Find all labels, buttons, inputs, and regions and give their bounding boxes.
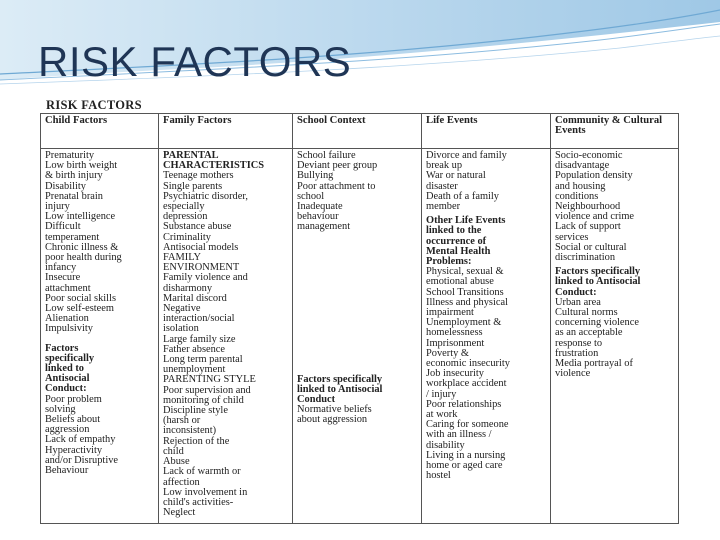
text-line: Marital discord <box>163 292 227 304</box>
text-line: especially <box>163 201 205 213</box>
text-block <box>426 151 546 212</box>
header-child-factors: Child Factors <box>41 114 159 149</box>
text-line: conditions <box>555 190 599 202</box>
text-line: Long term parental <box>163 354 243 366</box>
text-line: Physical, sexual & <box>426 266 504 278</box>
text-line: concerning violence <box>555 317 639 329</box>
text-line: poor health during <box>45 252 122 264</box>
text-line: disharmony <box>163 282 213 294</box>
text-line: Hyperactivity <box>45 444 103 456</box>
text-line: and housing <box>555 180 606 192</box>
text-line: Family violence and <box>163 272 248 284</box>
text-line: violence and crime <box>555 211 635 223</box>
text-line: Inadequate <box>297 201 343 213</box>
text-line: economic insecurity <box>426 358 510 370</box>
text-line: homelessness <box>426 327 483 339</box>
text-line: Living in a nursing <box>426 449 506 461</box>
text-block <box>297 405 417 425</box>
text-block <box>555 267 674 298</box>
text-line: Disability <box>45 180 86 192</box>
text-line: aggression <box>45 424 90 436</box>
table-header-row <box>41 114 679 149</box>
text-line: Beliefs about <box>45 414 101 426</box>
text-line: Criminality <box>163 231 211 243</box>
text-line: Death of a family <box>426 190 499 202</box>
text-line: disadvantage <box>555 160 610 172</box>
text-line: child <box>163 445 184 457</box>
text-line: violence <box>555 368 591 380</box>
parenting-style-heading: PARENTING STYLE <box>163 374 256 386</box>
text-line: Low intelligence <box>45 211 116 223</box>
text-line: behaviour <box>297 211 339 223</box>
text-line: Abuse <box>163 456 190 468</box>
text-line: inconsistent) <box>163 425 217 437</box>
text-block <box>426 216 546 267</box>
text-line: Poor relationships <box>426 398 502 410</box>
text-line: Substance abuse <box>163 221 232 233</box>
header-family-factors: Family Factors <box>159 114 293 149</box>
text-line: disaster <box>426 180 458 192</box>
text-line: Conduct <box>297 394 336 406</box>
text-line: Problems: <box>426 256 472 268</box>
text-line: Urban area <box>555 296 601 308</box>
text-line: Population density <box>555 170 633 182</box>
text-line: Factors specifically <box>555 266 641 278</box>
family-factors-cell <box>159 149 293 524</box>
text-line: Low birth weight <box>45 160 118 172</box>
text-line: Conduct: <box>555 286 597 298</box>
text-line: about aggression <box>297 414 368 426</box>
text-line: Antisocial models <box>163 241 239 253</box>
text-line: linked to Antisocial <box>555 276 641 288</box>
text-line: injury <box>45 201 70 213</box>
text-line: Alienation <box>45 313 89 325</box>
text-line: PARENTAL <box>163 150 219 161</box>
text-line: Chronic illness & <box>45 241 119 253</box>
header-life-events: Life Events <box>422 114 551 149</box>
text-line: home or aged care <box>426 460 503 472</box>
risk-factors-table-image <box>34 94 680 525</box>
text-line: Impulsivity <box>45 323 93 335</box>
text-line: Normative beliefs <box>297 404 372 416</box>
school-context-cell <box>293 149 422 524</box>
text-line: interaction/social <box>163 313 235 325</box>
text-line: member <box>426 201 461 213</box>
text-line: Factors specifically <box>297 373 383 385</box>
text-line: Single parents <box>163 180 223 192</box>
text-line: Deviant peer group <box>297 160 378 172</box>
text-line: linked to <box>45 363 84 375</box>
text-line: Imprisonment <box>426 337 485 349</box>
text-line: hostel <box>426 470 451 482</box>
text-line: Poor supervision and <box>163 384 251 396</box>
text-line: Lack of support <box>555 221 621 233</box>
text-line: Divorce and family <box>426 150 507 161</box>
text-line: Prenatal brain <box>45 190 103 202</box>
text-line: emotional abuse <box>426 276 494 288</box>
text-line: Factors <box>45 342 79 354</box>
text-line: Teenage mothers <box>163 170 234 182</box>
text-line: child's activities- <box>163 496 234 508</box>
table-row <box>41 149 679 524</box>
table-title: RISK FACTORS <box>46 98 142 112</box>
text-line: Illness and physical <box>426 296 508 308</box>
text-line: infancy <box>45 262 77 274</box>
text-line: Cultural norms <box>555 307 618 319</box>
text-line: Lack of empathy <box>45 434 116 446</box>
text-line: & birth injury <box>45 170 103 182</box>
text-line: disability <box>426 439 465 451</box>
text-block <box>555 298 674 380</box>
text-line: Antisocial <box>45 373 90 385</box>
text-line: Insecure <box>45 272 81 284</box>
text-line: workplace accident <box>426 378 507 390</box>
text-line: Difficult <box>45 221 81 233</box>
text-line: response to <box>555 337 603 349</box>
text-block <box>163 273 288 375</box>
text-line: ENVIRONMENT <box>163 262 240 274</box>
text-line: linked to Antisocial <box>297 383 383 395</box>
text-line: Poor problem <box>45 393 102 405</box>
text-line: FAMILY <box>163 252 202 264</box>
text-line: at work <box>426 409 458 421</box>
slide-title: RISK FACTORS <box>38 38 352 85</box>
text-line: School failure <box>297 150 356 161</box>
text-line: specifically <box>45 352 95 364</box>
text-line: Rejection of the <box>163 435 230 447</box>
text-line: Other Life Events <box>426 215 506 227</box>
text-line: occurrence of <box>426 235 487 247</box>
text-line: impairment <box>426 307 474 319</box>
text-line: School Transitions <box>426 286 504 298</box>
text-line: Discipline style <box>163 405 228 417</box>
text-line: school <box>297 190 325 202</box>
text-line: Mental Health <box>426 245 491 257</box>
text-line: Bullying <box>297 170 334 182</box>
text-line: Poor attachment to <box>297 180 376 192</box>
text-line: solving <box>45 403 76 415</box>
text-line: isolation <box>163 323 199 335</box>
text-block <box>297 151 417 233</box>
child-factors-cell <box>41 149 159 524</box>
community-cultural-cell <box>551 149 679 524</box>
text-line: / injury <box>426 388 457 400</box>
text-line: Caring for someone <box>426 419 509 431</box>
text-line: affection <box>163 476 200 488</box>
text-block <box>163 386 288 519</box>
text-line: Job insecurity <box>426 368 485 380</box>
text-line: temperament <box>45 231 100 243</box>
text-block <box>45 151 154 335</box>
text-block <box>45 344 154 395</box>
text-line: Psychiatric disorder, <box>163 190 248 202</box>
text-line: and/or Disruptive <box>45 454 119 466</box>
text-line: Media portrayal of <box>555 358 633 370</box>
text-block <box>163 253 288 273</box>
text-line: Low involvement in <box>163 486 248 498</box>
header-school-context: School Context <box>293 114 422 149</box>
text-line: as an acceptable <box>555 327 623 339</box>
text-block <box>426 267 546 481</box>
text-line: Lack of warmth or <box>163 466 241 478</box>
text-line: Social or cultural <box>555 241 627 253</box>
text-line: attachment <box>45 282 91 294</box>
text-line: Poor social skills <box>45 292 117 304</box>
text-line: management <box>297 221 351 233</box>
text-line: Poverty & <box>426 347 470 359</box>
text-line: Negative <box>163 303 201 315</box>
text-line: Neglect <box>163 507 196 519</box>
text-line: monitoring of child <box>163 394 244 406</box>
text-block <box>163 171 288 253</box>
text-line: War or natural <box>426 170 486 182</box>
text-line: linked to the <box>426 225 482 237</box>
text-line: services <box>555 231 589 243</box>
text-block <box>163 151 288 171</box>
text-line: with an illness / <box>426 429 492 441</box>
text-block <box>555 151 674 263</box>
text-line: unemployment <box>163 364 226 376</box>
risk-factors-table <box>40 113 679 524</box>
text-line: Unemployment & <box>426 317 502 329</box>
text-line: Neighbourhood <box>555 201 621 213</box>
text-line: (harsh or <box>163 415 201 427</box>
text-line: Conduct: <box>45 383 87 395</box>
life-events-cell <box>422 149 551 524</box>
text-line: CHARACTERISTICS <box>163 160 265 172</box>
header-community-cultural-events: Community & Cultural Events <box>551 114 679 149</box>
text-line: Behaviour <box>45 465 89 477</box>
text-line: break up <box>426 160 463 172</box>
text-line: Prematurity <box>45 150 95 161</box>
text-block <box>297 375 417 406</box>
text-line: Low self-esteem <box>45 303 114 315</box>
text-line: discrimination <box>555 252 616 264</box>
text-line: Large family size <box>163 333 236 345</box>
text-line: frustration <box>555 347 599 359</box>
text-line: depression <box>163 211 208 223</box>
text-line: Father absence <box>163 343 226 355</box>
text-block <box>45 395 154 477</box>
text-line: Socio-economic <box>555 150 623 161</box>
